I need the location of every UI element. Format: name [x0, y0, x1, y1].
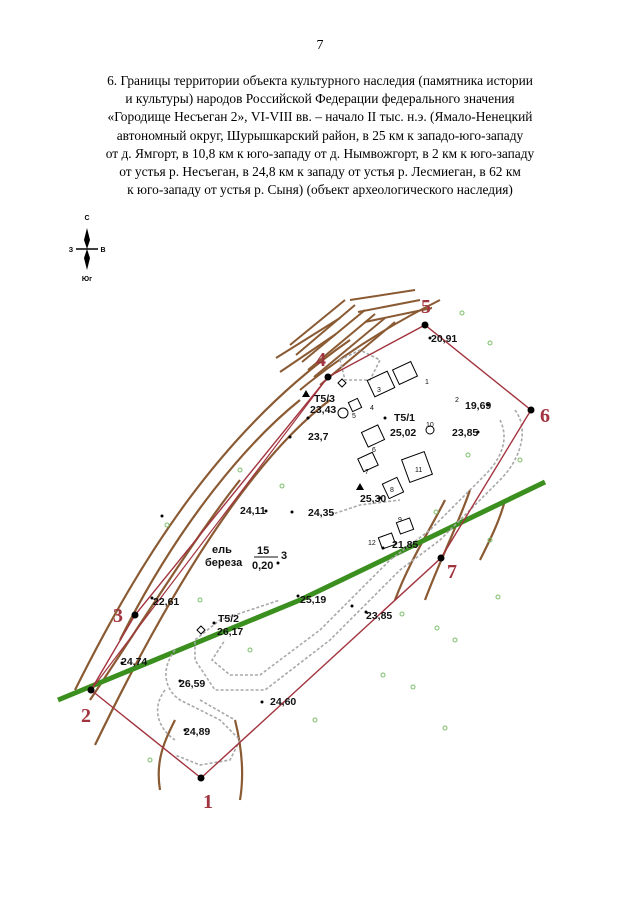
heading-line: автономный округ, Шурышкарский район, в 25 км к западо-юго-западу: [116, 127, 524, 143]
elevation-label: 24,35: [308, 507, 335, 519]
tree-index: 3: [281, 550, 288, 562]
elevation-label: 25,19: [300, 594, 327, 606]
elevation-label: 21,85: [392, 539, 419, 551]
object-number: 1: [425, 379, 429, 386]
boundary-point-label: 7: [447, 561, 457, 583]
boundary-point-marker: [325, 374, 332, 381]
elevation-label: 19,69: [465, 400, 492, 412]
elevation-label: 24,74: [121, 656, 148, 668]
object-number: 7: [365, 469, 369, 476]
elevation-label: 25,02: [390, 427, 417, 439]
heading-line: к юго-западу от устья р. Сыня) (объект археологического наследия): [127, 182, 513, 198]
tree-fraction-numerator: 15: [257, 545, 270, 557]
river-lines: [75, 340, 505, 800]
elevation-label: 24,60: [270, 696, 297, 708]
page-number: 7: [316, 38, 324, 53]
elevation-label: 22,61: [153, 596, 180, 608]
elevation-label: 20,91: [431, 333, 458, 345]
compass-arrow-south: [84, 249, 90, 270]
tree-species-2: береза: [205, 557, 243, 569]
compass-west-label: З: [68, 247, 74, 254]
boundary-point-marker: [422, 322, 429, 329]
compass-icon: [69, 215, 106, 283]
object-number: 2: [455, 397, 459, 404]
boundary-point-marker: [132, 612, 139, 619]
object-number: 8: [390, 487, 394, 494]
heading-line: 6. Границы территории объекта культурного наследия (памятника истории: [107, 73, 533, 88]
heading-line: от устья р. Несъеган, в 24,8 км к западу от устья р. Лесмиеган, в 62 км: [119, 164, 521, 180]
survey-mark-label: Т5/1: [394, 412, 416, 424]
survey-mark-label: Т5/2: [218, 613, 240, 625]
boundary-point-marker: [198, 775, 205, 782]
tree-species-1: ель: [212, 544, 232, 556]
object-number: 9: [398, 517, 402, 524]
heading-line: «Городище Несъеган 2», VI-VIII вв. – начало II тыс. н.э. (Ямало-Ненецкий: [107, 109, 533, 125]
boundary-points: [88, 322, 535, 782]
boundary-point-label: 2: [81, 705, 91, 727]
elevation-label: 23,7: [308, 431, 329, 443]
compass-east-label: В: [100, 247, 106, 254]
boundary-point-label: 6: [540, 405, 550, 427]
elevation-label: 23,85: [366, 610, 393, 622]
object-number: 5: [352, 413, 356, 420]
compass-north-label: С: [84, 215, 90, 222]
object-number: 11: [415, 467, 423, 474]
boundary-inner-line: [91, 377, 328, 690]
vegetation-marks: [148, 311, 522, 762]
object-number: 12: [368, 540, 376, 547]
elevation-label: 24,11: [240, 505, 266, 517]
compass-south-label: Юг: [81, 276, 93, 283]
heading-line: от д. Ямгорт, в 10,8 км к юго-западу от д. Нымвожгорт, в 2 км к юго-западу: [105, 145, 535, 161]
elevation-label: 23,43: [310, 404, 337, 416]
terrain-hatching: [276, 290, 440, 390]
object-number: 3: [377, 387, 381, 394]
elevation-label: 23,85: [452, 427, 479, 439]
object-number: 10: [426, 422, 434, 429]
boundary-point-label: 3: [113, 605, 123, 627]
survey-mark-label: Т5/3: [314, 393, 336, 405]
object-number: 4: [370, 405, 374, 412]
boundary-point-label: 5: [421, 296, 431, 318]
boundary-point-marker: [88, 687, 95, 694]
object-number: 6: [372, 447, 376, 454]
compass-arrow-north: [84, 228, 90, 249]
elevation-label: 25,30: [360, 493, 387, 505]
elevation-label: 26,17: [217, 626, 244, 638]
tree-label: [205, 544, 287, 572]
elevation-label: 24,89: [184, 726, 211, 738]
heading-line: и культуры) народов Российской Федерации федерального значения: [125, 91, 515, 107]
boundary-point-label: 4: [316, 349, 326, 371]
boundary-point-marker: [438, 555, 445, 562]
elevation-label: 26,59: [179, 678, 206, 690]
boundary-point-marker: [528, 407, 535, 414]
tree-fraction-denominator: 0,20: [252, 560, 274, 572]
boundary-point-label: 1: [203, 791, 213, 813]
